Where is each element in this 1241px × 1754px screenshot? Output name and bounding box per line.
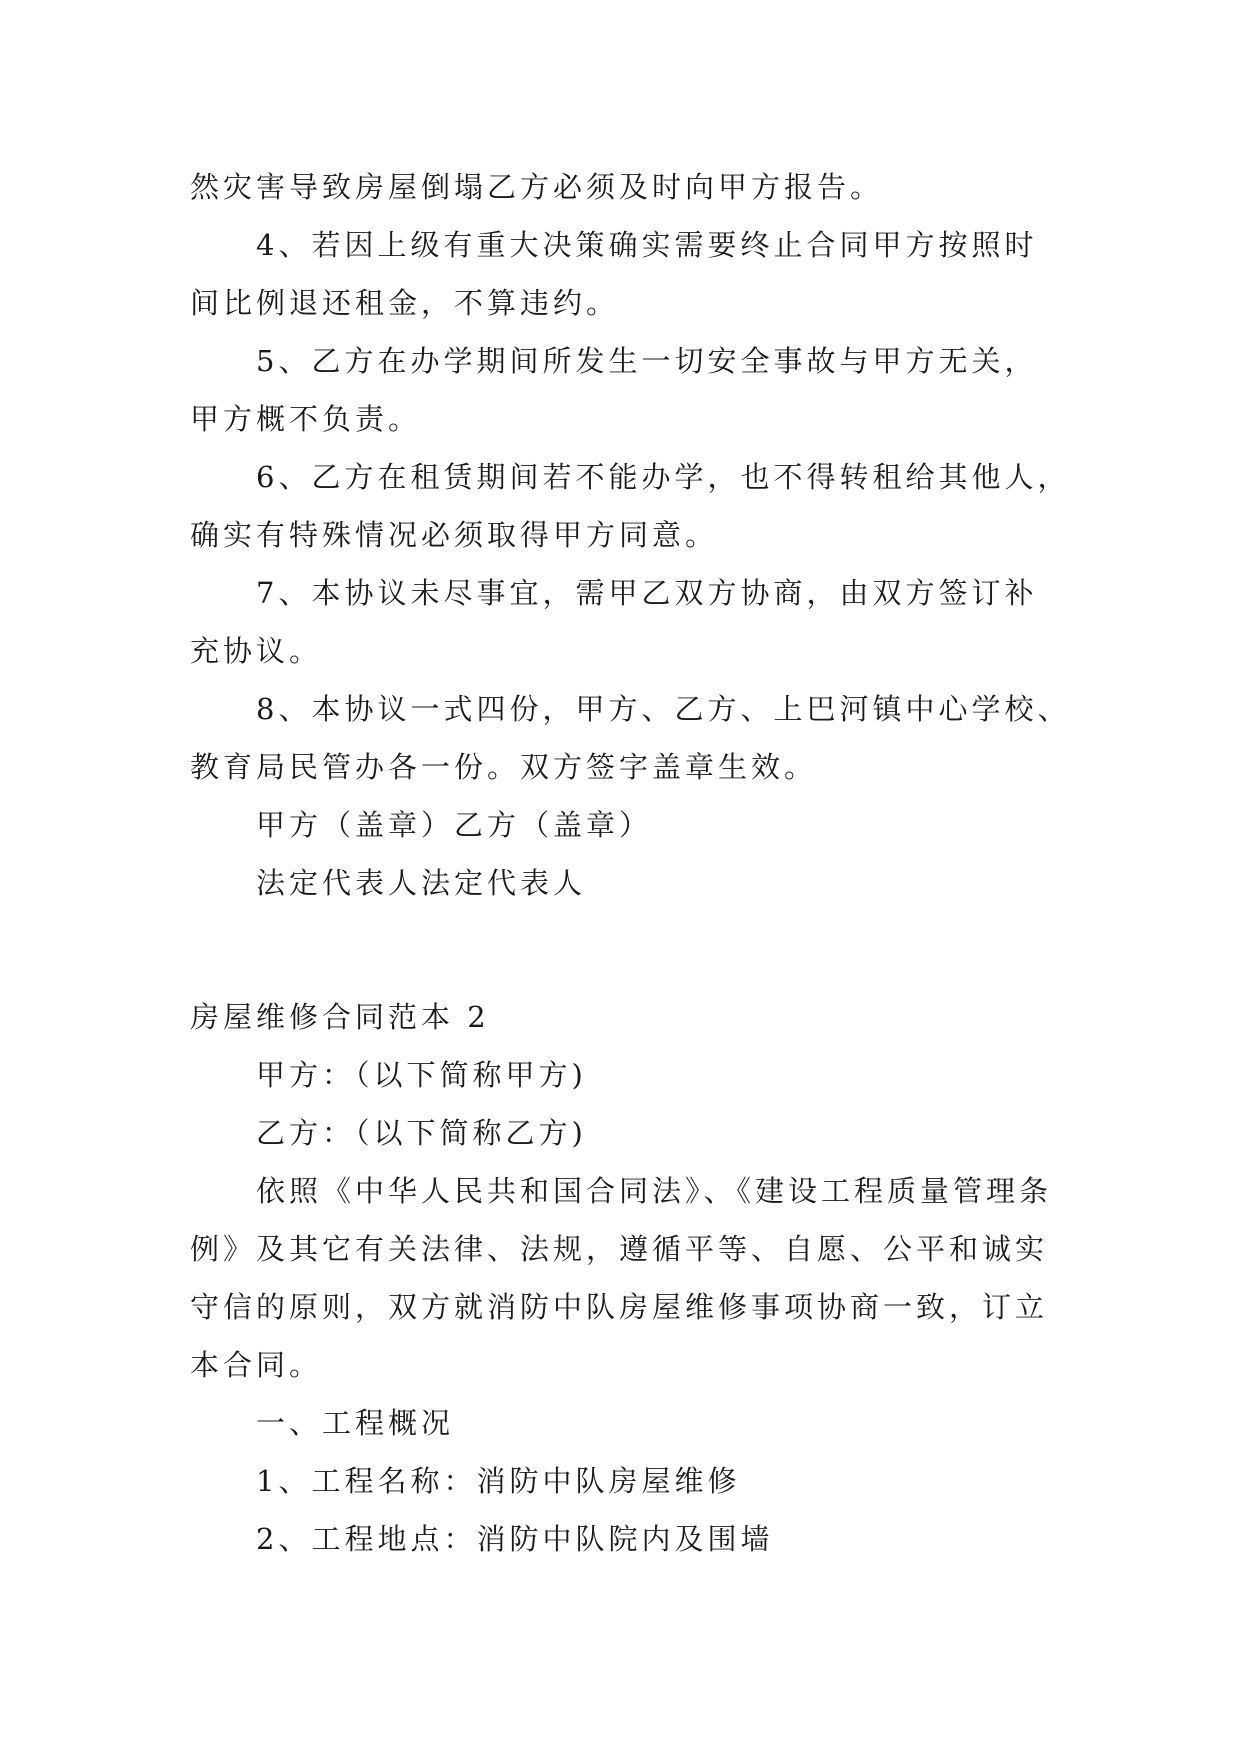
project-name-line: 1、工程名称：消防中队房屋维修 [256,1464,741,1498]
paragraph-line: 守信的原则，双方就消防中队房屋维修事项协商一致，订立 [190,1290,1049,1324]
clause-4: 4、若因上级有重大决策确实需要终止合同甲方按照时 [256,228,1038,262]
legal-representative-line: 法定代表人法定代表人 [256,866,587,900]
paragraph-line: 例》及其它有关法律、法规，遵循平等、自愿、公平和诚实 [190,1232,1049,1266]
document-body [190,158,1071,1568]
paragraph-line: 本合同。 [190,1348,323,1382]
paragraph-line: 间比例退还租金，不算违约。 [190,286,620,320]
section-gap [190,912,1060,988]
paragraph-line: 教育局民管办各一份。双方签字盖章生效。 [190,750,818,784]
paragraph-line: 然灾害导致房屋倒塌乙方必须及时向甲方报告。 [190,170,884,204]
paragraph-line: 甲方概不负责。 [190,402,422,436]
heading-project-overview: 一、工程概况 [256,1406,455,1440]
signature-seal-line: 甲方（盖章）乙方（盖章） [256,808,653,842]
party-b-line: 乙方：（以下简称乙方) [256,1116,587,1150]
paragraph-line: 充协议。 [190,634,323,668]
clause-8: 8、本协议一式四份，甲方、乙方、上巴河镇中心学校、 [256,692,1071,726]
clause-7: 7、本协议未尽事宜，需甲乙双方协商，由双方签订补 [256,576,1038,610]
section-title: 房屋维修合同范本 2 [190,1000,490,1034]
paragraph-line: 确实有特殊情况必须取得甲方同意。 [190,518,719,552]
party-a-line: 甲方：（以下简称甲方) [256,1058,587,1092]
clause-5: 5、乙方在办学期间所发生一切安全事故与甲方无关， [256,344,1038,378]
project-location-line: 2、工程地点：消防中队院内及围墙 [256,1522,774,1556]
paragraph-line: 依照《中华人民共和国合同法》、《建设工程质量管理条 [256,1174,1053,1208]
clause-6: 6、乙方在租赁期间若不能办学，也不得转租给其他人， [256,460,1071,494]
